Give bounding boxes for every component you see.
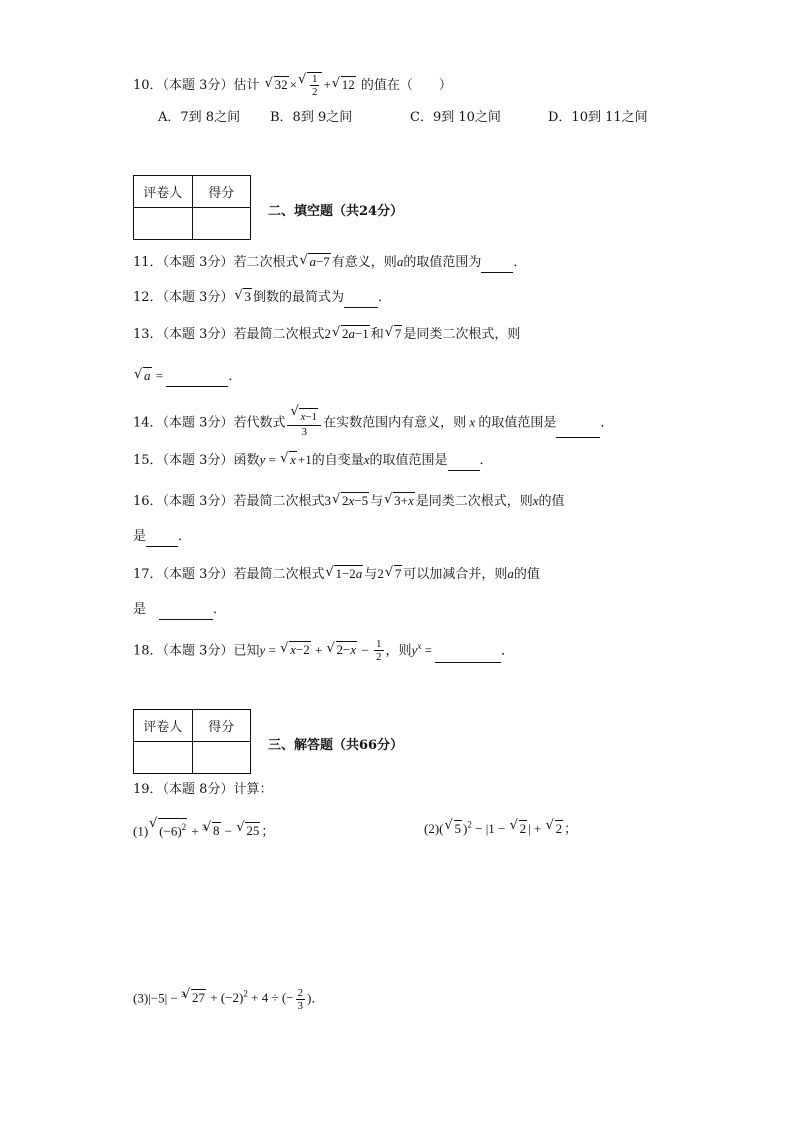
q14-answer-blank[interactable] — [556, 423, 600, 438]
grader-header: 评卷人 — [134, 710, 193, 742]
q13-answer-blank[interactable] — [166, 372, 228, 387]
option-d[interactable]: D．10到 11之间 — [548, 110, 648, 125]
option-c[interactable]: C．9到 10之间 — [410, 110, 501, 125]
q10-suffix: 的值在（ ） — [360, 78, 452, 93]
q15-answer-blank[interactable] — [448, 456, 480, 471]
question-16: 16．（本题 3分）若最简二次根式3√ 2x−5 与√ 3+x 是同类二次根式，则x的值 — [133, 491, 565, 512]
score-header: 得分 — [192, 710, 251, 742]
section-2-title: 二、填空题（共24分） — [268, 204, 404, 219]
q19-part-3: (3)|−5| − $^3$√ $27 + (-2)^2 + 4$ ÷ (− $\frac{2}{3}$ )． — [133, 987, 324, 1012]
q12-answer-blank[interactable] — [344, 293, 378, 308]
q19-part-1: (1)√ $(-6)^2 + ^3√$ 8 − √ 25 ； — [133, 818, 274, 839]
score-table-2 — [133, 175, 251, 240]
score-cell — [192, 742, 251, 774]
question-16-line2: 是 ． — [133, 527, 191, 547]
q16-answer-blank[interactable] — [146, 532, 178, 547]
question-11: 11．（本题 3分）若二次根式√ a−7 有意义，则a的取值范围为 ． — [133, 252, 526, 273]
grader-header: 评卷人 — [134, 176, 193, 208]
section-3-title: 三、解答题（共66分） — [268, 738, 404, 753]
score-cell — [192, 208, 251, 240]
question-19-title: 19．（本题 8分）计算： — [133, 782, 273, 797]
question-17-line2: 是 ． — [133, 600, 226, 620]
question-12: 12．（本题 3分）√ 3 倒数的最简式为 ． — [133, 288, 391, 308]
question-13: 13．（本题 3分）若最简二次根式2√ 2a−1 和√ 7 是同类二次根式，则 — [133, 324, 520, 345]
question-14: 14．（本题 3分）若代数式 √ $\frac{x-1}{3}$ 在实数范围内有意义，则 x 的取值范围是 ． — [133, 408, 613, 438]
question-17: 17．（本题 3分）若最简二次根式√ 1−2a 与2√ 7 可以加减合并，则a的值 — [133, 564, 540, 585]
option-a[interactable]: A．7到 8之间 — [158, 110, 241, 125]
q11-answer-blank[interactable] — [481, 258, 513, 273]
question-18: 18．（本题 3分）已知y = √ x−2 + √ 2−x − $\frac{1}{2}$ ，则$y^x$ = ． — [133, 636, 514, 663]
score-header: 得分 — [192, 176, 251, 208]
question-13-line2: √ a = ． — [133, 366, 241, 387]
question-15: 15．（本题 3分）函数y = √ x +1的自变量x的取值范围是 ． — [133, 450, 493, 471]
grader-cell — [134, 742, 193, 774]
q19-part-2: (2)(√ 5 )$^2$ − |1 − √ 2 | + √ 2 ； — [424, 818, 577, 837]
score-table-3 — [133, 709, 251, 774]
q10-prefix: 10．（本题 3分）估计 — [133, 78, 260, 93]
q17-answer-blank[interactable] — [159, 605, 213, 620]
grader-cell — [134, 208, 193, 240]
option-b[interactable]: B．8到 9之间 — [270, 110, 353, 125]
question-10: 10．（本题 3分）估计 √ 32 × √ $\frac{1}{2}$ +√ 12 的值在（ ） — [133, 72, 452, 98]
q18-answer-blank[interactable] — [435, 648, 501, 663]
